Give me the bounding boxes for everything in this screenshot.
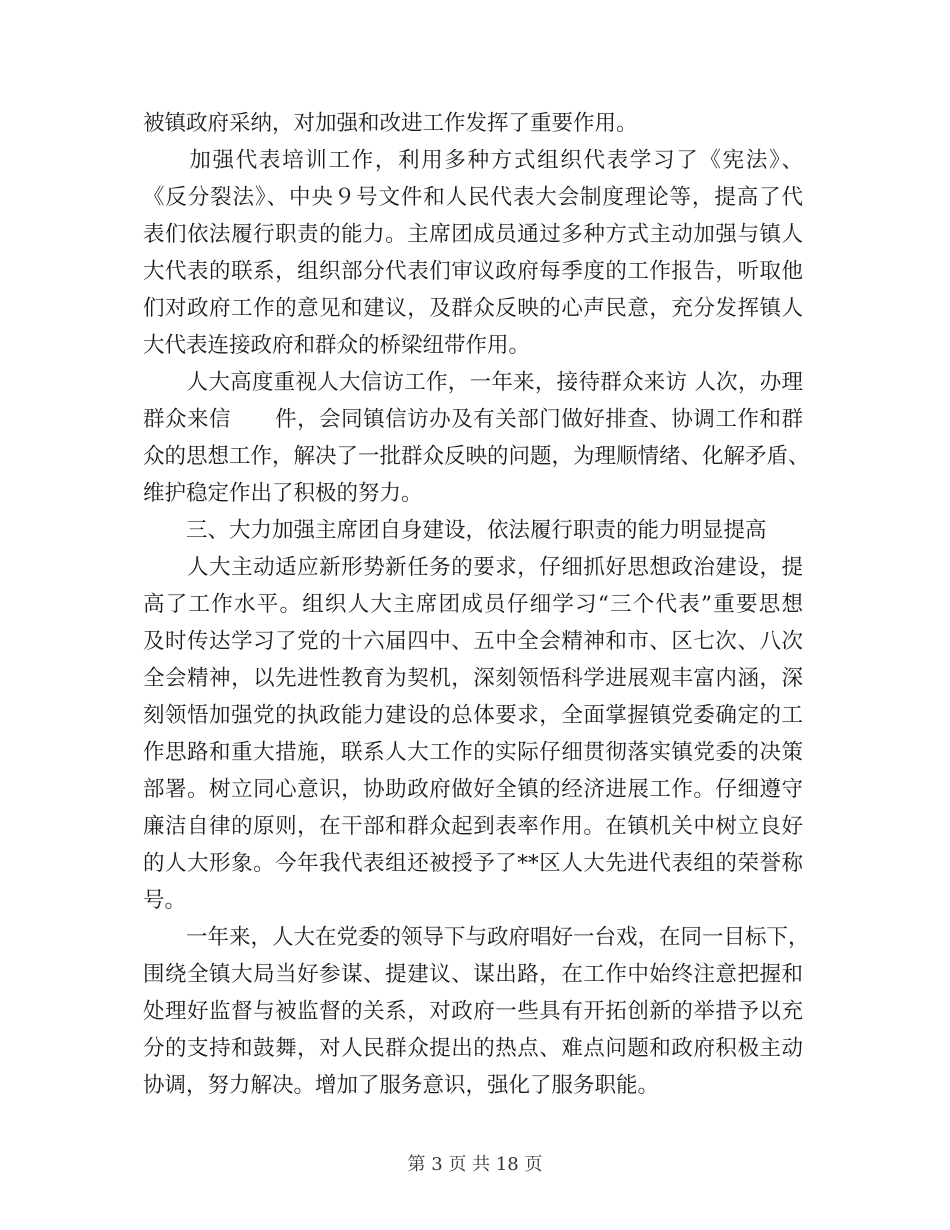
text-line: 廉洁自律的原则，在干部和群众起到表率作用。在镇机关中树立良好 — [143, 814, 803, 839]
text-line: 的人大形象。今年我代表组还被授予了**区人大先进代表组的荣誉称 — [143, 851, 803, 876]
text-line: 分的支持和鼓舞，对人民群众提出的热点、难点问题和政府积极主动 — [143, 1036, 803, 1061]
text-line: 及时传达学习了党的十六届四中、五中全会精神和市、区七次、八次 — [143, 629, 803, 654]
text-line: 人大高度重视人大信访工作，一年来，接待群众来访 人次，办理 — [143, 370, 803, 395]
text-line: 大代表连接政府和群众的桥梁纽带作用。 — [143, 333, 531, 358]
text-line: 表们依法履行职责的能力。主席团成员通过多种方式主动加强与镇人 — [143, 222, 803, 247]
text-line: 群众来信 件，会同镇信访办及有关部门做好排查、协调工作和群 — [143, 407, 803, 432]
text-line: 众的思想工作，解决了一批群众反映的问题，为理顺情绪、化解矛盾、 — [143, 444, 810, 469]
text-line: 号。 — [143, 888, 187, 913]
document-body — [143, 105, 810, 1104]
text-line: 协调，努力解决。增加了服务意识，强化了服务职能。 — [143, 1073, 660, 1098]
text-line: 维护稳定作出了积极的努力。 — [143, 481, 423, 506]
text-line: 全会精神，以先进性教育为契机，深刻领悟科学进展观丰富内涵，深 — [143, 666, 803, 691]
text-line: 处理好监督与被监督的关系，对政府一些具有开拓创新的举措予以充 — [143, 999, 803, 1024]
text-line: 被镇政府采纳，对加强和改进工作发挥了重要作用。 — [143, 111, 638, 136]
text-line: 作思路和重大措施，联系人大工作的实际仔细贯彻落实镇党委的决策 — [143, 740, 803, 765]
text-line: 们对政府工作的意见和建议，及群众反映的心声民意，充分发挥镇人 — [143, 296, 803, 321]
text-line: 刻领悟加强党的执政能力建设的总体要求，全面掌握镇党委确定的工 — [143, 703, 803, 728]
text-line: 《反分裂法》、中央９号文件和人民代表大会制度理论等，提高了代 — [143, 185, 803, 210]
text-line: 围绕全镇大局当好参谋、提建议、谋出路，在工作中始终注意把握和 — [143, 962, 803, 987]
text-line: 加强代表培训工作，利用多种方式组织代表学习了《宪法》、 — [143, 148, 803, 173]
section-heading: 三、大力加强主席团自身建设，依法履行职责的能力明显提高 — [143, 518, 767, 543]
page-number-footer: 第 3 页 共 18 页 — [407, 1154, 543, 1175]
text-line: 一年来，人大在党委的领导下与政府唱好一台戏，在同一目标下， — [143, 925, 810, 950]
text-line: 人大主动适应新形势新任务的要求，仔细抓好思想政治建设，提 — [143, 555, 803, 580]
text-line: 大代表的联系，组织部分代表们审议政府每季度的工作报告，听取他 — [143, 259, 803, 284]
text-line: 部署。树立同心意识，协助政府做好全镇的经济进展工作。仔细遵守 — [143, 777, 803, 802]
text-line: 高了工作水平。组织人大主席团成员仔细学习“三个代表”重要思想 — [143, 592, 803, 617]
